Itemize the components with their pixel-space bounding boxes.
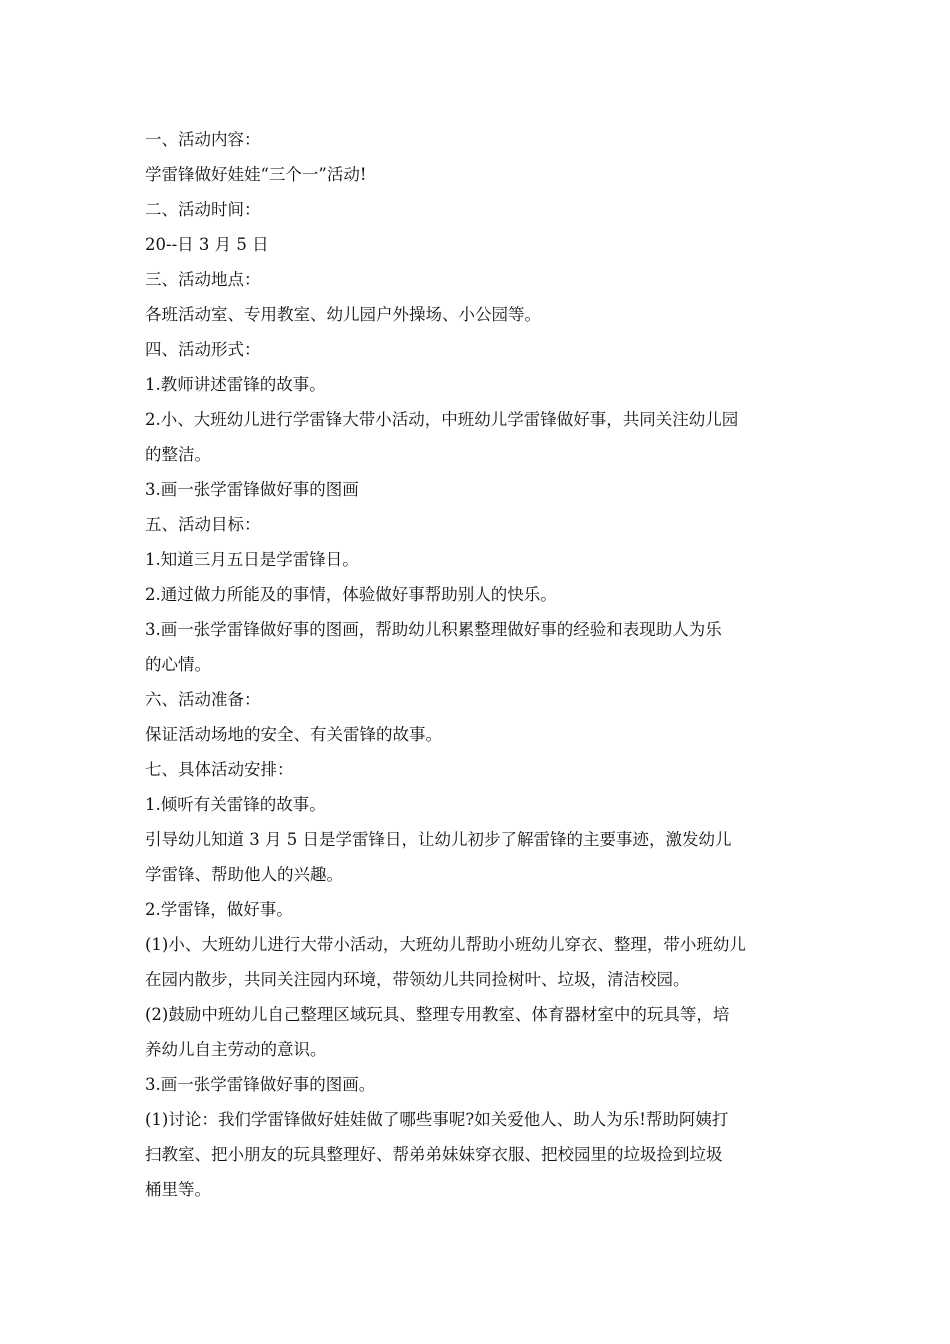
paragraph-line: 桶里等。: [145, 1180, 211, 1199]
paragraph-line: 保证活动场地的安全、有关雷锋的故事。: [145, 725, 442, 744]
paragraph-line: 扫教室、把小朋友的玩具整理好、帮弟弟妹妹穿衣服、把校园里的垃圾捡到垃圾: [145, 1145, 723, 1164]
paragraph-line: 20--日 3 月 5 日: [145, 235, 269, 254]
paragraph-line: 3.画一张学雷锋做好事的图画，帮助幼儿积累整理做好事的经验和表现助人为乐: [145, 620, 722, 639]
paragraph-line: 1.倾听有关雷锋的故事。: [145, 795, 326, 814]
heading-activity-arrangement: 七、具体活动安排：: [145, 760, 294, 779]
paragraph-line: 的整洁。: [145, 445, 211, 464]
paragraph-line: 1.知道三月五日是学雷锋日。: [145, 550, 359, 569]
paragraph-line: 3.画一张学雷锋做好事的图画: [145, 480, 359, 499]
paragraph-line: 2.通过做力所能及的事情，体验做好事帮助别人的快乐。: [145, 585, 557, 604]
document-page: [145, 122, 810, 1207]
paragraph-line: (2)鼓励中班幼儿自己整理区域玩具、整理专用教室、体育器材室中的玩具等，培: [145, 1005, 730, 1024]
paragraph-line: 2.小、大班幼儿进行学雷锋大带小活动，中班幼儿学雷锋做好事，共同关注幼儿园: [145, 410, 739, 429]
heading-activity-location: 三、活动地点：: [145, 270, 261, 289]
paragraph-line: 引导幼儿知道 3 月 5 日是学雷锋日，让幼儿初步了解雷锋的主要事迹，激发幼儿: [145, 830, 732, 849]
paragraph-line: 学雷锋做好娃娃“三个一”活动!: [145, 165, 367, 184]
heading-activity-form: 四、活动形式：: [145, 340, 261, 359]
heading-activity-goals: 五、活动目标：: [145, 515, 261, 534]
paragraph-line: 2.学雷锋，做好事。: [145, 900, 293, 919]
paragraph-line: 1.教师讲述雷锋的故事。: [145, 375, 326, 394]
paragraph-line: 的心情。: [145, 655, 211, 674]
paragraph-line: 养幼儿自主劳动的意识。: [145, 1040, 327, 1059]
paragraph-line: 各班活动室、专用教室、幼儿园户外操场、小公园等。: [145, 305, 541, 324]
heading-activity-content: 一、活动内容：: [145, 130, 261, 149]
heading-activity-time: 二、活动时间：: [145, 200, 261, 219]
paragraph-line: 在园内散步，共同关注园内环境，带领幼儿共同捡树叶、垃圾，清洁校园。: [145, 970, 690, 989]
paragraph-line: (1)讨论：我们学雷锋做好娃娃做了哪些事呢?如关爱他人、助人为乐!帮助阿姨打: [145, 1110, 729, 1129]
paragraph-line: (1)小、大班幼儿进行大带小活动，大班幼儿帮助小班幼儿穿衣、整理，带小班幼儿: [145, 935, 746, 954]
paragraph-line: 3.画一张学雷锋做好事的图画。: [145, 1075, 376, 1094]
paragraph-line: 学雷锋、帮助他人的兴趣。: [145, 865, 343, 884]
heading-activity-preparation: 六、活动准备：: [145, 690, 261, 709]
